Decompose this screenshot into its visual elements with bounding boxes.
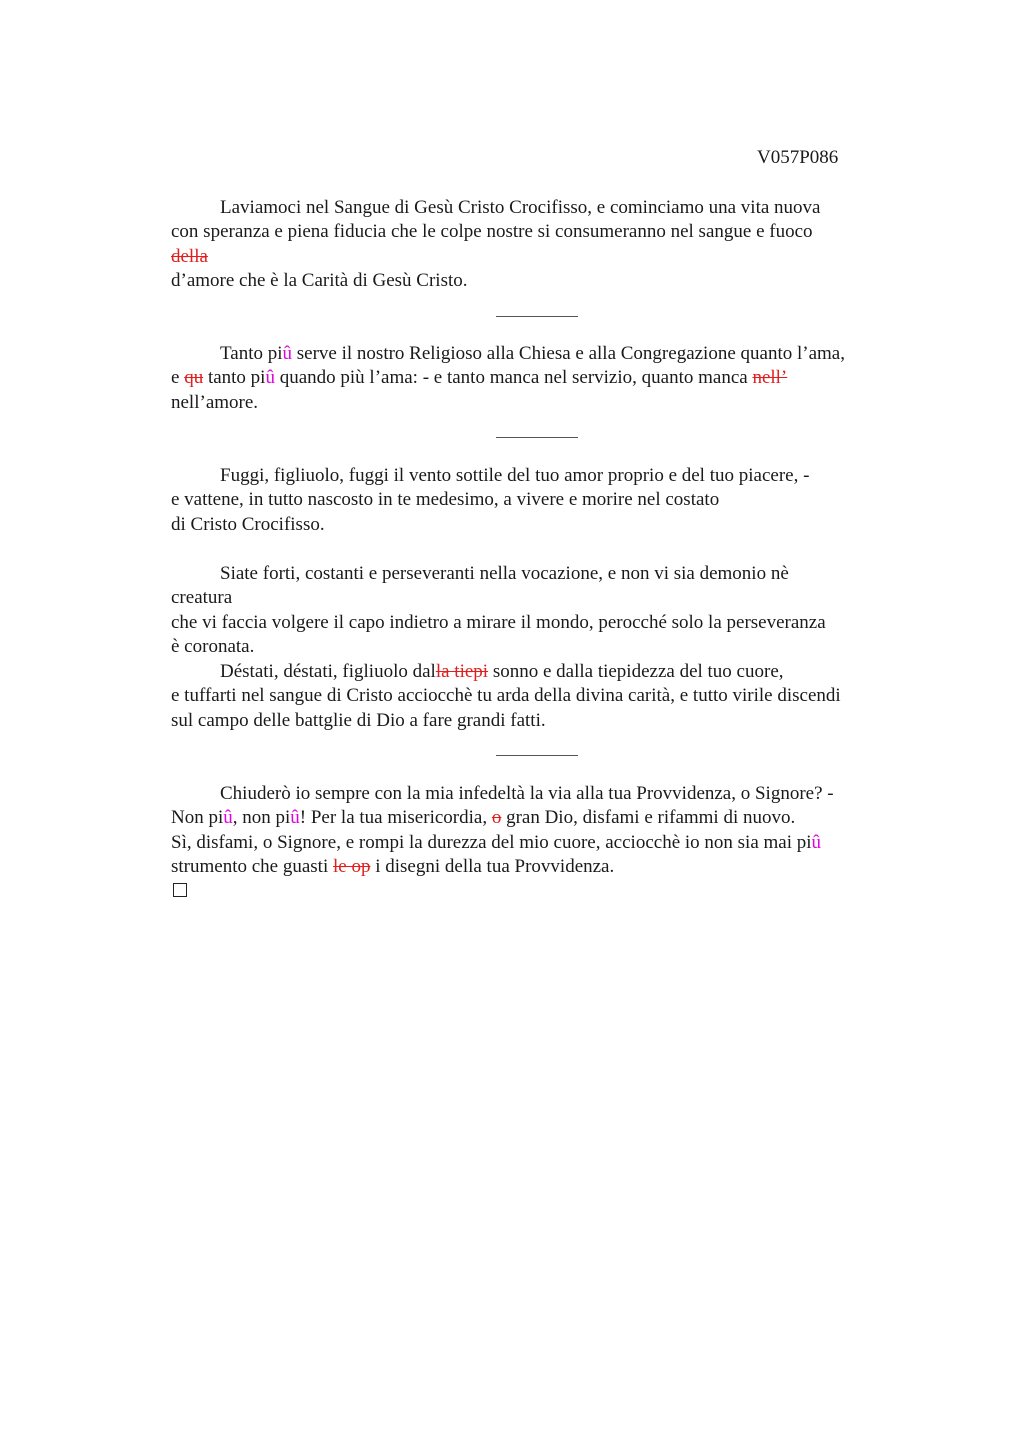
text-line: [171, 831, 911, 855]
text-line: Fuggi, figliuolo, fuggi il vento sottile del tuo amor proprio e del tuo piacere, -: [220, 465, 810, 486]
text-line: [171, 806, 911, 830]
text-span: Tanto pi: [220, 343, 283, 364]
deleted-text: o: [491, 807, 502, 829]
text-line: [171, 245, 911, 269]
text-span: i disegni della tua Provvidenza.: [370, 856, 615, 878]
deleted-text: qu: [184, 367, 204, 389]
text-span: gran Dio, disfami e rifammi di nuovo.: [501, 807, 796, 829]
text-line: creatura: [171, 587, 233, 609]
text-span: serve il nostro Religioso alla Chiesa e alla Congregazione quanto l’ama,: [292, 343, 845, 364]
section-separator: [496, 755, 578, 756]
text-span: tanto pi: [203, 367, 266, 389]
inserted-text: û: [282, 343, 293, 364]
text-line: con speranza e piena fiducia che le colpe nostre si consumeranno nel sangue e fuoco: [171, 221, 813, 243]
paragraph-3: [171, 464, 911, 537]
text-line: sul campo delle battglie di Dio a fare grandi fatti.: [171, 709, 546, 731]
paragraph-1: [171, 196, 911, 294]
deleted-text: le op: [333, 856, 371, 878]
text-line: e tuffarti nel sangue di Cristo acciocchè tu arda della divina carità, e tutto virile discendi: [171, 685, 841, 707]
text-line: [171, 366, 911, 390]
text-span: strumento che guasti: [171, 856, 333, 878]
text-line: d’amore che è la Carità di Gesù Cristo.: [171, 270, 468, 292]
section-separator: [496, 437, 578, 438]
text-line: [171, 660, 911, 684]
text-span: ! Per la tua misericordia,: [299, 807, 492, 829]
inserted-text: û: [811, 831, 822, 853]
deleted-text: la tiepi: [435, 661, 489, 682]
text-span: e: [171, 367, 185, 389]
text-span: Non pi: [171, 807, 224, 829]
text-span: quando più l’ama: - e tanto manca nel servizio, quanto manca: [274, 367, 753, 389]
text-span: , non pi: [232, 807, 291, 829]
text-line: e vattene, in tutto nascosto in te medesimo, a vivere e morire nel costato: [171, 489, 720, 511]
text-line: è coronata.: [171, 636, 255, 658]
deleted-text: nell’: [752, 367, 788, 389]
text-span: sonno e dalla tiepidezza del tuo cuore,: [488, 661, 784, 682]
paragraph-4: [171, 562, 911, 660]
section-separator: [496, 316, 578, 317]
paragraph-6: [171, 782, 911, 880]
checkbox-icon: [173, 883, 187, 897]
paragraph-2: [171, 342, 911, 415]
text-span: Déstati, déstati, figliuolo dal: [220, 661, 436, 682]
deleted-text: della: [171, 245, 208, 267]
text-line: nell’amore.: [171, 391, 259, 413]
page-id: V057P086: [757, 147, 839, 168]
text-line: [171, 342, 911, 366]
inserted-text: û: [290, 807, 300, 829]
text-span: Sì, disfami, o Signore, e rompi la durezza del mio cuore, acciocchè io non sia mai pi: [171, 831, 812, 853]
text-line: Chiuderò io sempre con la mia infedeltà la via alla tua Provvidenza, o Signore? -: [220, 783, 834, 804]
text-line: di Cristo Crocifisso.: [171, 513, 325, 535]
paragraph-5: [171, 660, 911, 733]
inserted-text: û: [265, 367, 275, 389]
text-line: [171, 855, 911, 879]
text-line: che vi faccia volgere il capo indietro a mirare il mondo, perocché solo la perseveranza: [171, 611, 826, 633]
text-line: Laviamoci nel Sangue di Gesù Cristo Crocifisso, e cominciamo una vita nuova: [220, 197, 821, 218]
text-line: Siate forti, costanti e perseveranti nella vocazione, e non vi sia demonio nè: [220, 563, 789, 584]
inserted-text: û: [223, 807, 233, 829]
